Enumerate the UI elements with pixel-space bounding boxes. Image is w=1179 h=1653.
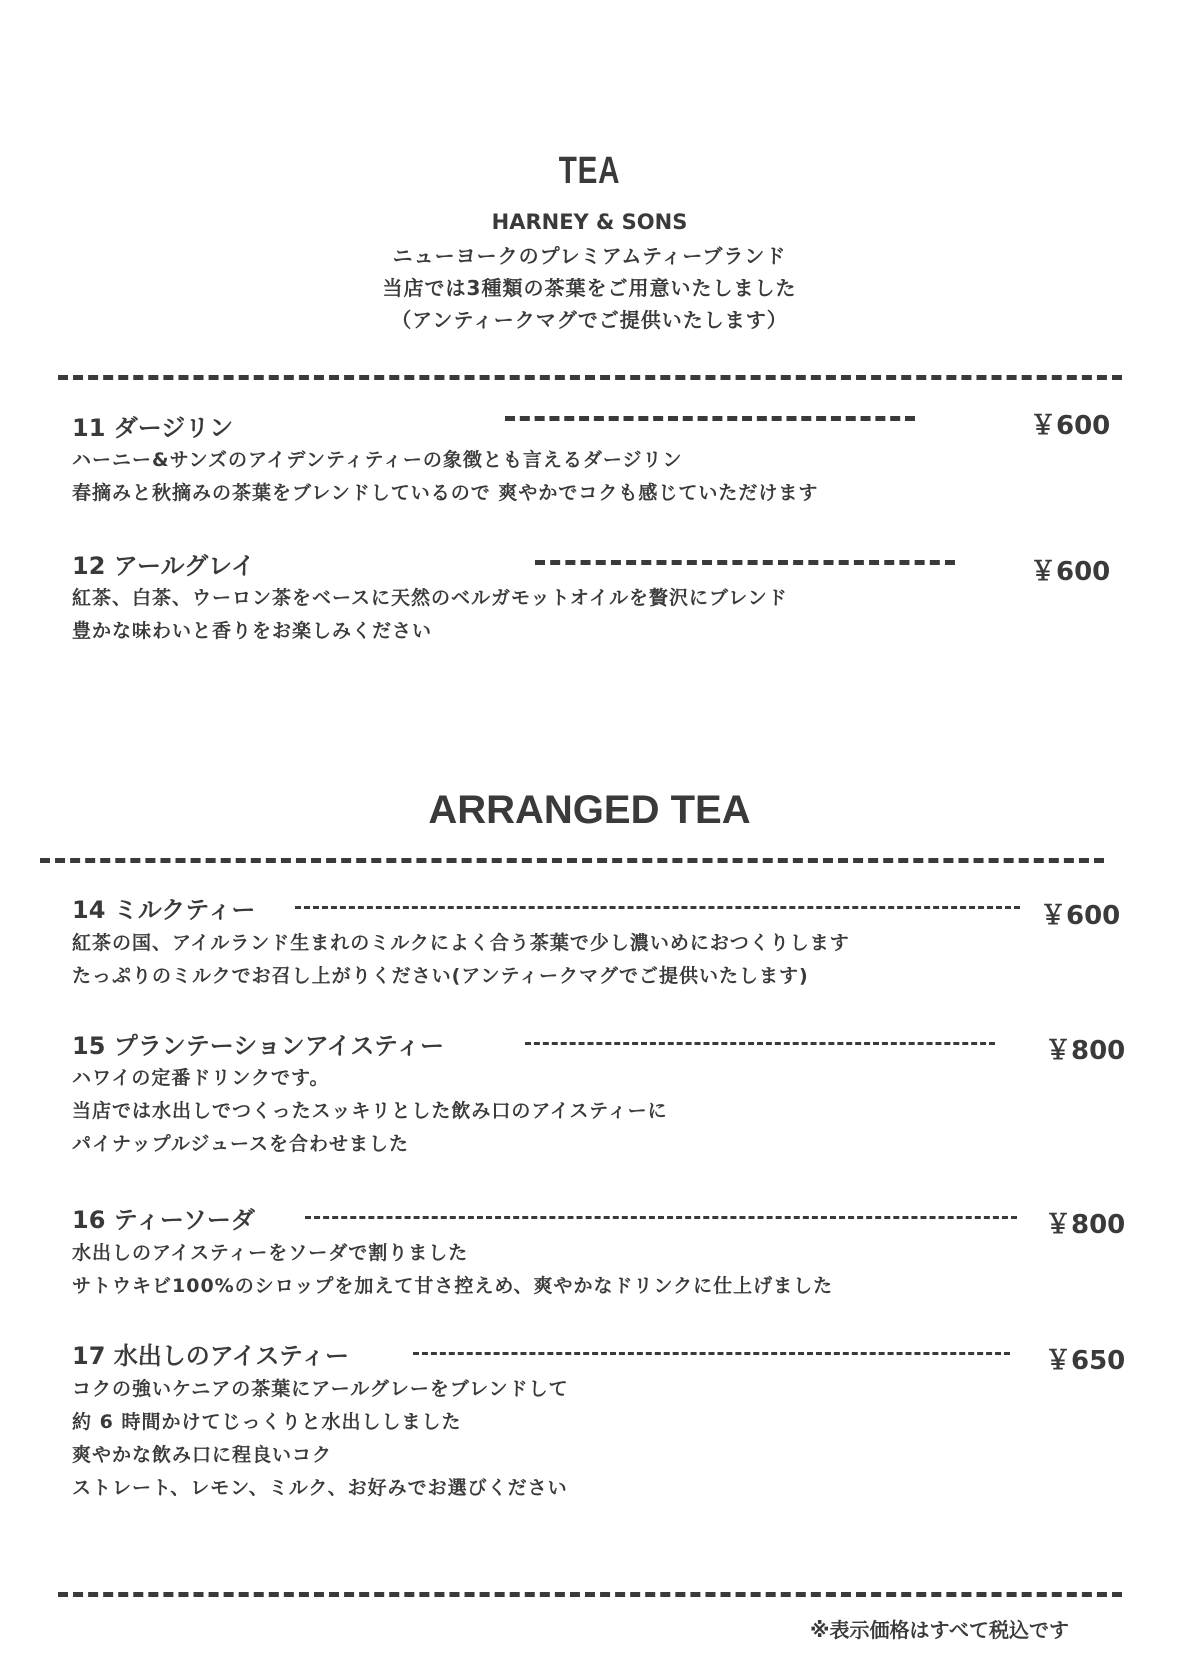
menu-item-price: ￥650 [1045, 1346, 1126, 1376]
leader-dots [525, 1042, 995, 1045]
leader-dots [535, 560, 955, 565]
menu-item-name: 14 ミルクティー [72, 896, 256, 924]
menu-item-desc: たっぷりのミルクでお召し上がりください(アンティークマグでご提供いたします) [72, 965, 809, 987]
brand-name: HARNEY & SONS [491, 210, 688, 234]
menu-item-desc: パイナップルジュースを合わせました [72, 1133, 410, 1155]
leader-dots [295, 906, 1020, 909]
tea-section-title: TEA [558, 150, 621, 192]
tax-footnote: ※表示価格はすべて税込です [810, 1618, 1070, 1642]
menu-item-desc: ハワイの定番ドリンクです。 [72, 1067, 330, 1089]
intro-line-1: ニューヨークのプレミアムティーブランド [392, 244, 787, 268]
menu-item-desc: サトウキビ100%のシロップを加えて甘さ控えめ、爽やかなドリンクに仕上げました [72, 1275, 834, 1297]
leader-dots [305, 1216, 1017, 1219]
menu-item-name: 17 水出しのアイスティー [72, 1342, 349, 1370]
menu-item-price: ￥800 [1045, 1210, 1126, 1240]
menu-item-desc: コクの強いケニアの茶葉にアールグレーをブレンドして [72, 1378, 569, 1400]
menu-item-desc: 春摘みと秋摘みの茶葉をブレンドしているので 爽やかでコクも感じていただけます [72, 482, 819, 504]
menu-item-price: ￥600 [1030, 411, 1111, 441]
menu-item-desc: ハーニー&サンズのアイデンティティーの象徴とも言えるダージリン [72, 449, 683, 471]
leader-dots [505, 416, 915, 421]
intro-line-2: 当店では3種類の茶葉をご用意いたしました [382, 276, 797, 300]
menu-item-desc: 紅茶の国、アイルランド生まれのミルクによく合う茶葉で少し濃いめにおつくりします [72, 932, 850, 954]
menu-item-name: 12 アールグレイ [72, 552, 255, 580]
menu-item-desc: 当店では水出しでつくったスッキリとした飲み口のアイスティーに [72, 1100, 668, 1122]
menu-item-price: ￥800 [1045, 1036, 1126, 1066]
divider-bottom [58, 1592, 1122, 1597]
menu-item-name: 11 ダージリン [72, 414, 234, 442]
intro-line-3: （アンティークマグでご提供いたします） [391, 308, 788, 332]
leader-dots [413, 1352, 1010, 1355]
menu-item-name: 16 ティーソーダ [72, 1206, 255, 1234]
divider-arranged [40, 858, 1104, 863]
menu-item-desc: ストレート、レモン、ミルク、お好みでお選びください [72, 1477, 568, 1499]
menu-item-desc: 水出しのアイスティーをソーダで割りました [72, 1242, 469, 1264]
menu-item-desc: 紅茶、白茶、ウーロン茶をベースに天然のベルガモットオイルを贅沢にブレンド [72, 587, 788, 609]
menu-item-desc: 爽やかな飲み口に程良いコク [72, 1444, 333, 1466]
divider-top [58, 375, 1122, 380]
menu-item-price: ￥600 [1040, 901, 1121, 931]
menu-item-desc: 約 6 時間かけてじっくりと水出ししました [72, 1411, 462, 1433]
arranged-section-title: ARRANGED TEA [428, 788, 751, 832]
menu-item-desc: 豊かな味わいと香りをお楽しみください [72, 620, 433, 642]
menu-item-name: 15 プランテーションアイスティー [72, 1032, 444, 1060]
menu-item-price: ￥600 [1030, 557, 1111, 587]
